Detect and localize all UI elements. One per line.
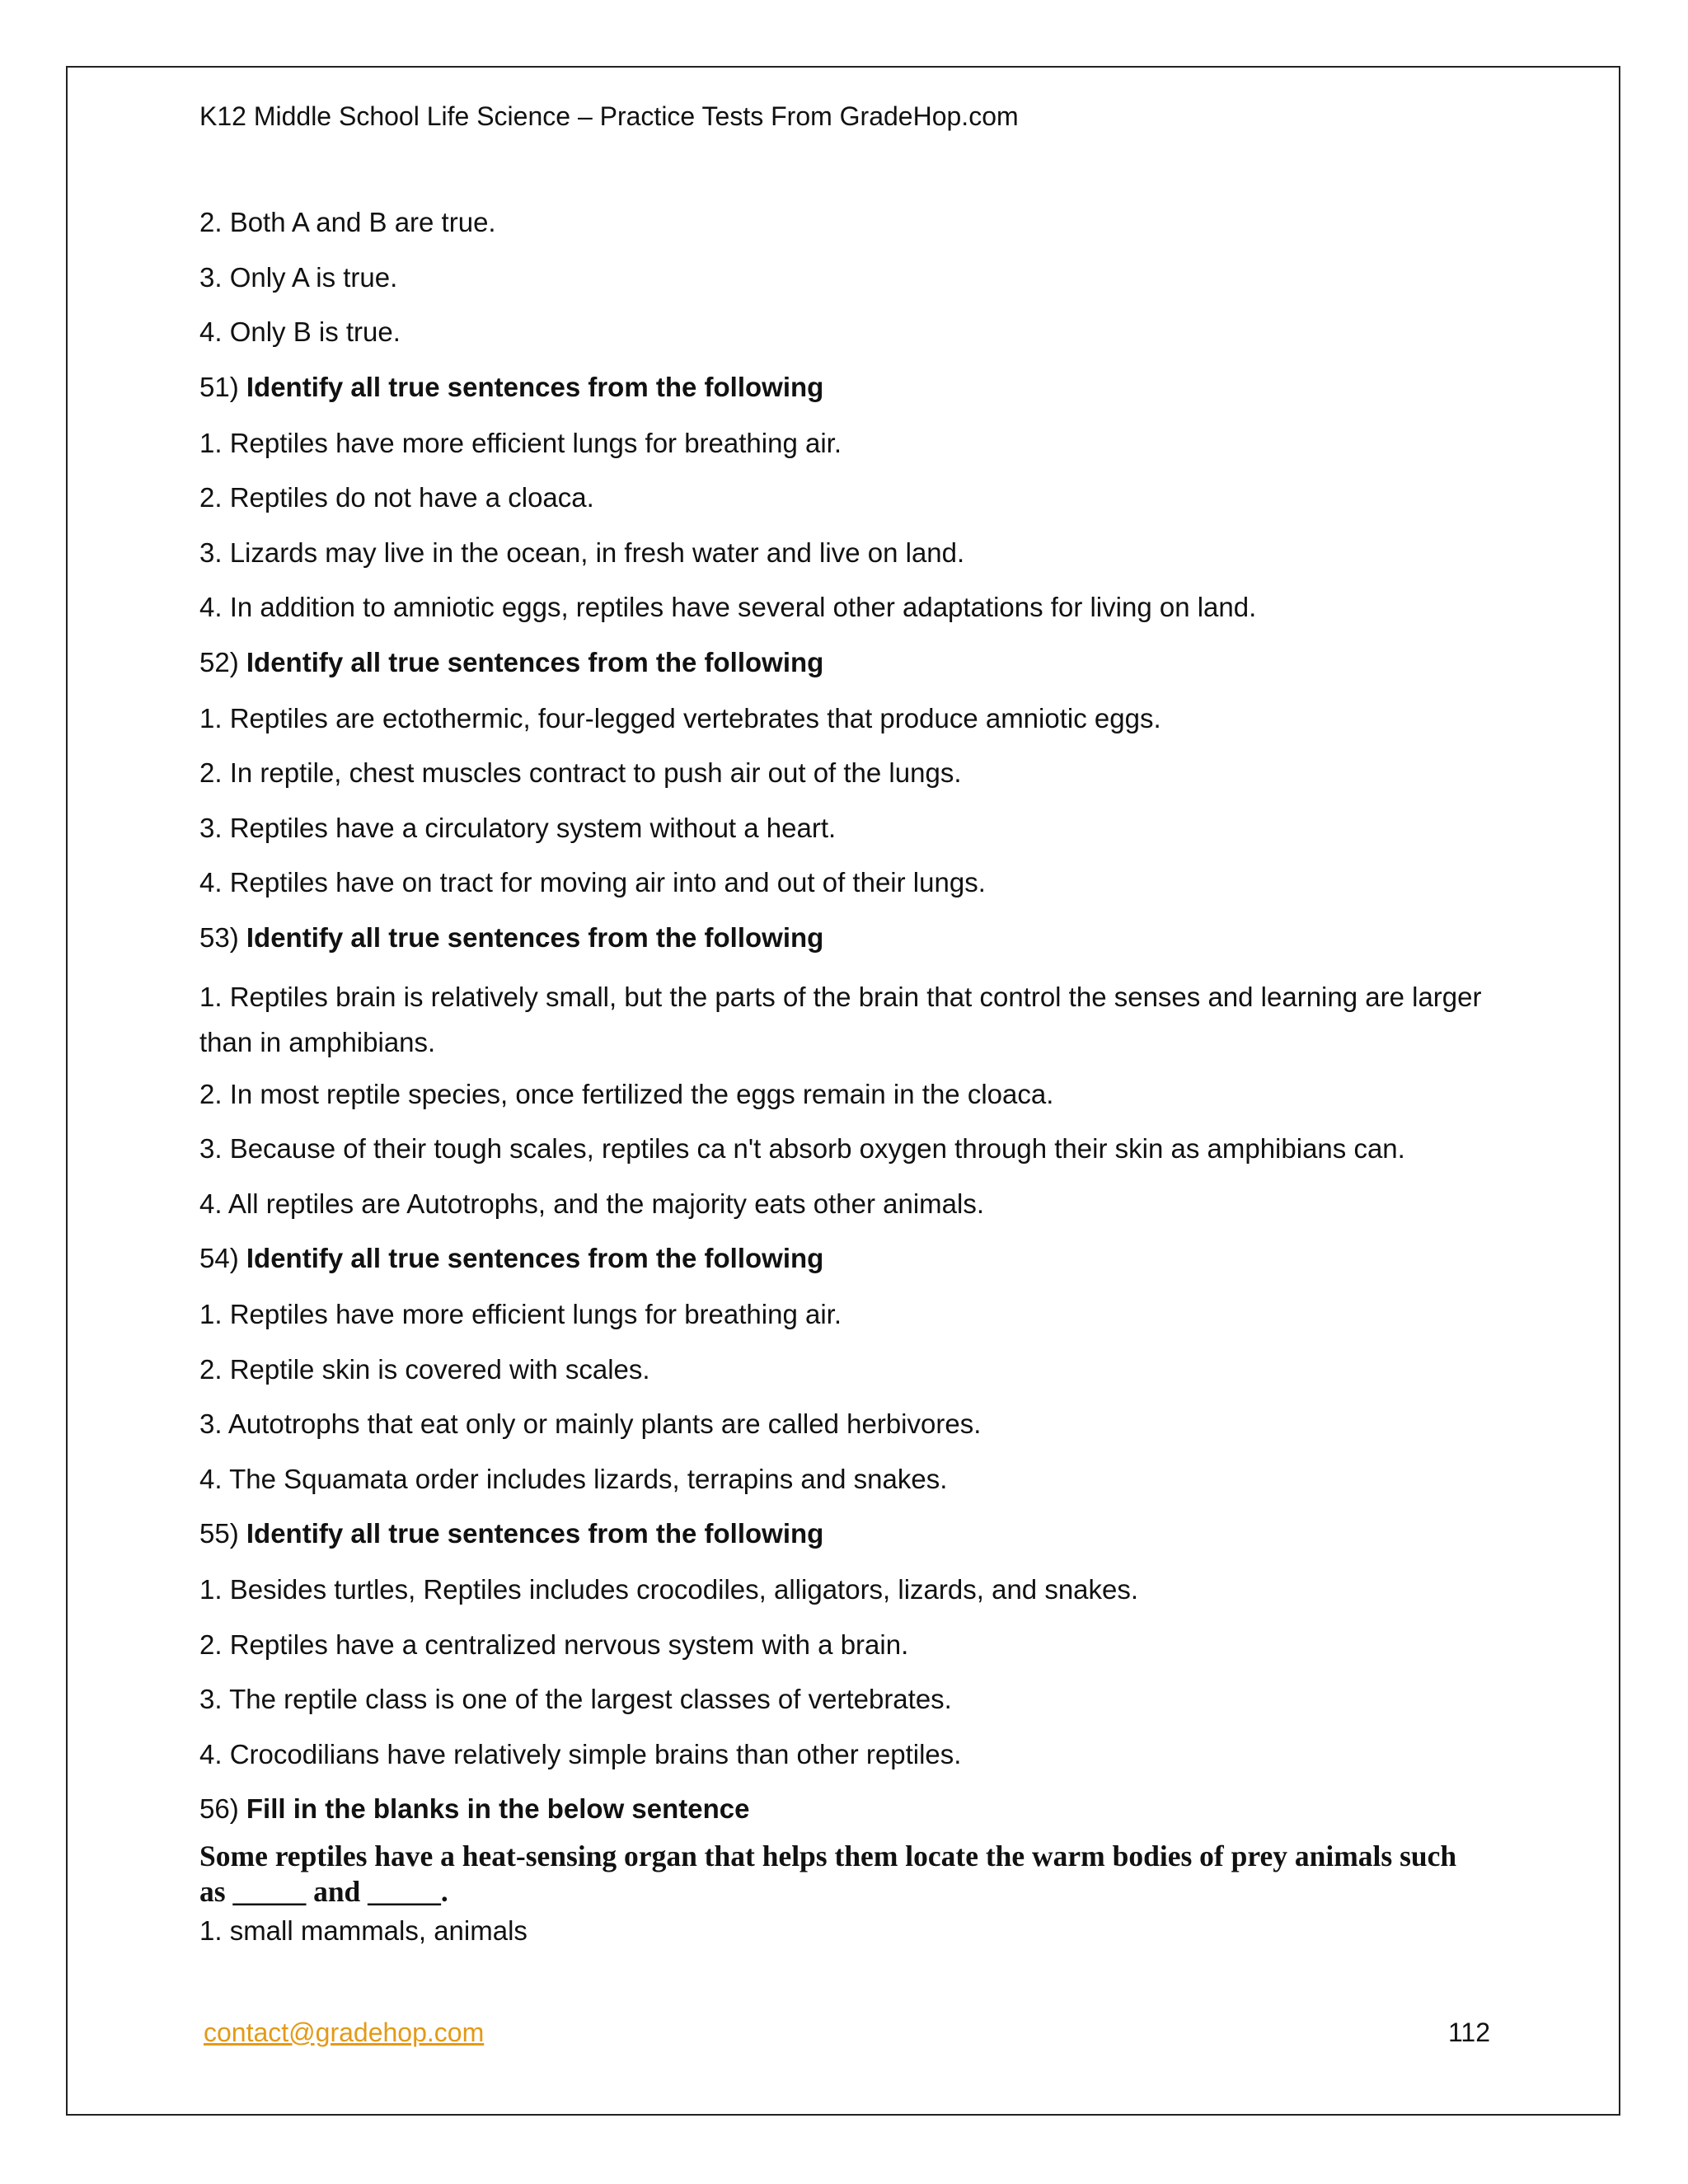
- option-line: 1. small mammals, animals: [199, 1915, 528, 1946]
- option-line: 3. Lizards may live in the ocean, in fresh water and live on land.: [199, 537, 965, 568]
- option-line: 1. Reptiles brain is relatively small, but the parts of the brain that control the senses and learning are larger than in amphibians.: [199, 981, 1482, 1057]
- fill-in-statement: Some reptiles have a heat-sensing organ that helps them locate the warm bodies of prey animals such as _____ and _____.: [199, 1840, 1457, 1908]
- page-content: [199, 203, 1485, 1966]
- option-line: 4. In addition to amniotic eggs, reptiles have several other adaptations for living on land.: [199, 592, 1257, 622]
- option-line: 1. Reptiles have more efficient lungs for breathing air.: [199, 1299, 842, 1329]
- question-number: 54): [199, 1243, 239, 1273]
- option-line: 1. Besides turtles, Reptiles includes crocodiles, alligators, lizards, and snakes.: [199, 1574, 1139, 1605]
- document-header: K12 Middle School Life Science – Practice Tests From GradeHop.com: [199, 101, 1019, 131]
- option-line: 2. Reptile skin is covered with scales.: [199, 1353, 650, 1385]
- option-line: 4. All reptiles are Autotrophs, and the majority eats other animals.: [199, 1188, 985, 1219]
- question-number: 55): [199, 1518, 239, 1549]
- question-53-heading: [199, 918, 1485, 958]
- question-prompt: Identify all true sentences from the following: [246, 646, 824, 677]
- question-number: 51): [199, 371, 239, 402]
- option-line: 3. The reptile class is one of the largest classes of vertebrates.: [199, 1684, 952, 1714]
- option-line: 2. Reptiles have a centralized nervous system with a brain.: [199, 1629, 909, 1660]
- option-line: 2. Reptiles do not have a cloaca.: [199, 482, 594, 513]
- option-line: 3. Reptiles have a circulatory system without a heart.: [199, 812, 837, 843]
- option-line: 2. In reptile, chest muscles contract to push air out of the lungs.: [199, 757, 962, 788]
- option-line: 3. Only A is true.: [199, 261, 398, 293]
- option-line: 3. Autotrophs that eat only or mainly plants are called herbivores.: [199, 1408, 982, 1439]
- option-line: 4. Crocodilians have relatively simple brains than other reptiles.: [199, 1738, 962, 1769]
- page-number: 112: [1447, 2018, 1490, 2047]
- option-line: 2. Both A and B are true.: [199, 207, 496, 237]
- question-prompt: Identify all true sentences from the following: [246, 371, 824, 402]
- question-number: 52): [199, 646, 239, 677]
- question-56-heading: [199, 1789, 1485, 1829]
- option-line: 1. Reptiles are ectothermic, four-legged vertebrates that produce amniotic eggs.: [199, 702, 1161, 733]
- contact-email-link[interactable]: contact@gradehop.com: [204, 2018, 485, 2047]
- option-line: 3. Because of their tough scales, reptiles ca n't absorb oxygen through their skin as amphibians can.: [199, 1133, 1405, 1164]
- question-55-heading: [199, 1514, 1485, 1554]
- question-number: 53): [199, 921, 239, 953]
- option-line: 1. Reptiles have more efficient lungs for breathing air.: [199, 427, 842, 458]
- question-prompt: Identify all true sentences from the following: [246, 1518, 824, 1549]
- question-51-heading: [199, 368, 1485, 407]
- question-prompt: Fill in the blanks in the below sentence: [246, 1793, 750, 1824]
- question-52-heading: [199, 643, 1485, 682]
- question-54-heading: [199, 1239, 1485, 1278]
- option-line: 4. Reptiles have on tract for moving air into and out of their lungs.: [199, 867, 986, 898]
- question-number: 56): [199, 1793, 239, 1824]
- option-line: 2. In most reptile species, once fertilized the eggs remain in the cloaca.: [199, 1078, 1054, 1109]
- question-prompt: Identify all true sentences from the following: [246, 921, 824, 953]
- option-line: 4. The Squamata order includes lizards, terrapins and snakes.: [199, 1463, 948, 1494]
- option-line: 4. Only B is true.: [199, 316, 401, 347]
- question-prompt: Identify all true sentences from the following: [246, 1243, 824, 1273]
